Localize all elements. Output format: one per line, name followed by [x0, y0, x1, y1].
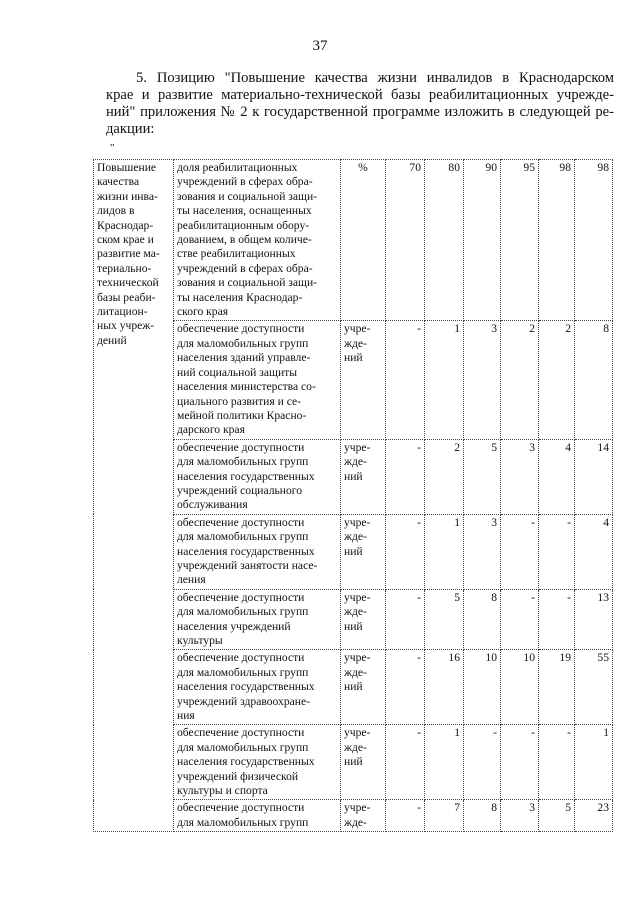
value-cell: 2 — [539, 321, 575, 439]
value-cell: 3 — [464, 321, 501, 439]
unit-cell: учре- жде- ний — [341, 514, 386, 589]
value-cell: - — [386, 725, 425, 800]
value-cell: - — [464, 725, 501, 800]
value-cell: 19 — [539, 650, 575, 725]
unit-cell: учре- жде- ний — [341, 321, 386, 439]
program-name-cell: Повышение качества жизни инва- лидов в Краснодар- ском крае и развитие ма- териально- технической базы реаби- литацион- ных учреж- дений — [94, 160, 174, 832]
value-cell: 5 — [425, 589, 464, 650]
value-cell: 98 — [539, 160, 575, 321]
unit-cell: учре- жде- ний — [341, 725, 386, 800]
value-cell: - — [386, 439, 425, 514]
value-cell: - — [386, 589, 425, 650]
unit-cell: учре- жде- ний — [341, 589, 386, 650]
value-cell: 7 — [425, 800, 464, 832]
indicator-cell: обеспечение доступности для маломобильных групп населения учреждений культуры — [174, 589, 341, 650]
value-cell: 95 — [501, 160, 539, 321]
value-cell: 98 — [575, 160, 613, 321]
value-cell: - — [539, 725, 575, 800]
value-cell: - — [501, 725, 539, 800]
intro-line: крае и развитие материально-технической базы реабилитационных учрежде- — [106, 87, 614, 103]
value-cell: 8 — [464, 589, 501, 650]
table-row — [94, 160, 613, 321]
unit-cell: учре- жде- ний — [341, 650, 386, 725]
value-cell: 4 — [575, 514, 613, 589]
unit-cell: учре- жде- ний — [341, 439, 386, 514]
value-cell: 70 — [386, 160, 425, 321]
value-cell: 55 — [575, 650, 613, 725]
value-cell: 90 — [464, 160, 501, 321]
value-cell: - — [386, 321, 425, 439]
value-cell: - — [386, 514, 425, 589]
value-cell: 3 — [501, 800, 539, 832]
value-cell: - — [539, 589, 575, 650]
indicator-cell: обеспечение доступности для маломобильных групп населения государственных учреждений занятости насе- ления — [174, 514, 341, 589]
intro-paragraph — [106, 70, 614, 138]
value-cell: 1 — [425, 725, 464, 800]
page-number: 37 — [312, 38, 328, 54]
indicator-cell: обеспечение доступности для маломобильных групп населения государственных учреждений физической культуры и спорта — [174, 725, 341, 800]
value-cell: 10 — [464, 650, 501, 725]
value-cell: 10 — [501, 650, 539, 725]
indicators-table — [93, 159, 613, 832]
value-cell: - — [501, 514, 539, 589]
value-cell: 1 — [425, 321, 464, 439]
value-cell: 2 — [501, 321, 539, 439]
value-cell: 23 — [575, 800, 613, 832]
indicator-cell: доля реабилитационных учреждений в сферах обра- зования и социальной защи- ты населения, оснащенных реабилитационным обору- дованием, в общем количе- стве реабилитационных учреждений в сферах обра- зования и социальной защи- ты населения Краснодар- ского края — [174, 160, 341, 321]
value-cell: 80 — [425, 160, 464, 321]
value-cell: 14 — [575, 439, 613, 514]
intro-line: дакции: — [106, 121, 155, 137]
value-cell: 2 — [425, 439, 464, 514]
value-cell: - — [501, 589, 539, 650]
value-cell: 1 — [425, 514, 464, 589]
value-cell: 1 — [575, 725, 613, 800]
value-cell: 4 — [539, 439, 575, 514]
value-cell: - — [386, 800, 425, 832]
value-cell: 3 — [501, 439, 539, 514]
value-cell: 13 — [575, 589, 613, 650]
indicator-cell: обеспечение доступности для маломобильных групп населения государственных учреждений социального обслуживания — [174, 439, 341, 514]
value-cell: 3 — [464, 514, 501, 589]
indicator-cell: обеспечение доступности для маломобильных групп — [174, 800, 341, 832]
value-cell: - — [386, 650, 425, 725]
intro-line: ний" приложения № 2 к государственной программе изложить в следующей ре- — [106, 104, 614, 120]
opening-quote: " — [110, 142, 115, 154]
intro-line: 5. Позицию "Повышение качества жизни инвалидов в Краснодарском — [136, 70, 614, 86]
indicator-cell: обеспечение доступности для маломобильных групп населения государственных учреждений здравоохране- ния — [174, 650, 341, 725]
value-cell: 16 — [425, 650, 464, 725]
value-cell: 5 — [464, 439, 501, 514]
value-cell: 8 — [575, 321, 613, 439]
indicator-cell: обеспечение доступности для маломобильных групп населения зданий управле- ний социальной защиты населения министерства со- циального развития и се- мейной политики Красно- дарского края — [174, 321, 341, 439]
unit-cell: учре- жде- — [341, 800, 386, 832]
value-cell: - — [539, 514, 575, 589]
unit-cell: % — [341, 160, 386, 321]
value-cell: 8 — [464, 800, 501, 832]
value-cell: 5 — [539, 800, 575, 832]
